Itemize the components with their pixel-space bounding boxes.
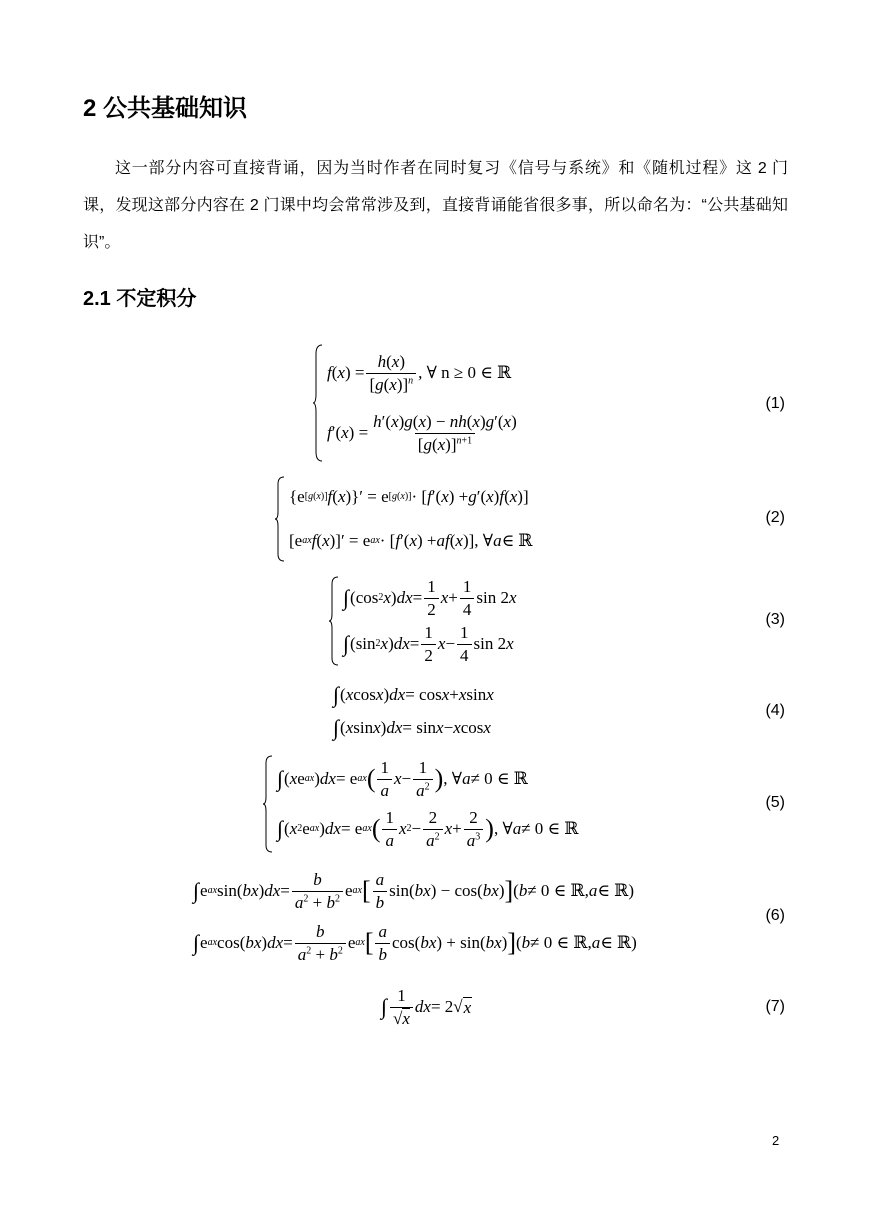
equation-number: (4): [765, 702, 785, 719]
left-brace-icon: [275, 476, 285, 562]
equation-1: f ( x ) = $\frac{h(x)}{[g(x)]^n}$ , ∀ n ≥ 0 ∈ ℝ f ′( x ) = $\frac{h'(x)g(x) - nh(x)g'(x)}{[g(x)]^{n+1}}$ (1): [0, 343, 869, 463]
equation-3: ∫ (cos 2 x ) dx = $\frac{1}{2}$ x + $\frac{1}{4}$ sin 2 x ∫ (sin 2 x ) dx = $\frac{1}{2}$ x − $\frac{1}{4}$ sin 2 x (3): [0, 575, 869, 667]
equation-number: (5): [765, 794, 785, 811]
left-brace-icon: [329, 576, 339, 666]
intro-paragraph: 这一部分内容可直接背诵，因为当时作者在同时复习《信号与系统》和《随机过程》这 2 门课，发现这部分内容在 2 门课中均会常常涉及到，直接背诵能省很多事，所以命名为：“公共基础知识”。: [83, 160, 788, 251]
equation-2: {e [g(x)] f ( x )}′ = e [g(x)] · [ f ′( x ) + g ′( x ) f ( x )] [e ax f ( x )]′ = e ax · [ f ′( x ) + af ( x )], ∀ a ∈ ℝ (2): [0, 475, 869, 563]
equation-5: ∫ ( x e ax ) dx = e ax ( $\frac{1}{a}$ x − $\frac{1}{a^2}$ ) , ∀ a ≠ 0 ∈ ℝ ∫ ( x 2 e ax ) dx = e ax ( $\frac{1}{a}$ x 2 − $\frac{2}{a^2}$ x + $\frac{2}{a^3}$ ) , ∀ a ≠ 0 ∈ ℝ (5): [0, 754, 869, 854]
equation-7: ∫ $\frac{1}{√x}$ dx = 2√ x (7): [381, 985, 785, 1028]
section-heading: 2 公共基础知识: [83, 95, 248, 122]
equation-number: (2): [765, 509, 785, 526]
equation-4: ∫ ( x cos x ) dx = cos x + x sin x ∫ ( x sin x ) dx = sin x − x cos x (4): [333, 681, 785, 740]
equation-6: ∫ e ax sin( bx ) dx = $\frac{b}{a^2 + b^2}$ e ax [ $\frac{a}{b}$ sin( bx ) − cos( bx ) ] ( b ≠ 0 ∈ ℝ, a ∈ ℝ) ∫ e ax cos( bx ) dx = $\frac{b}{a^2 + b^2}$ e ax [ $\frac{a}{b}$ cos( bx ) + sin( bx ) ] ( b ≠ 0 ∈ ℝ, a ∈ ℝ) (6): [193, 869, 785, 964]
left-brace-icon: [263, 755, 273, 853]
equation-number: (7): [765, 998, 785, 1015]
equation-number: (1): [765, 395, 785, 412]
page-number: 2: [772, 1133, 780, 1148]
left-brace-icon: [313, 344, 323, 462]
subsection-heading: 2.1 不定积分: [83, 288, 197, 310]
equation-number: (6): [765, 907, 785, 924]
equation-number: (3): [765, 611, 785, 628]
